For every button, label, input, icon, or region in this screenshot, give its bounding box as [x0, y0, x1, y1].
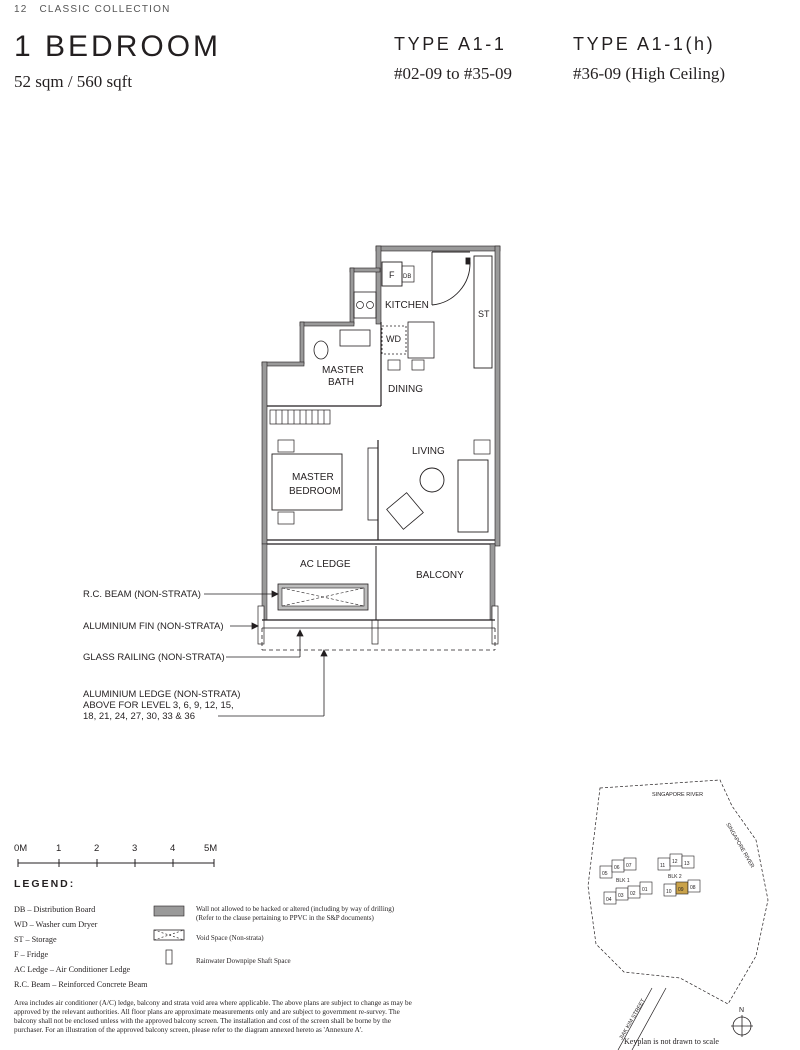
scale-label-5: 5M [204, 843, 218, 854]
north-arrow-icon [731, 1015, 753, 1037]
river-right-label: SINGAPORE RIVER [724, 822, 755, 870]
room-label-db: DB [403, 274, 412, 280]
page-number: 12 [14, 4, 28, 15]
callout-aluminium-ledge [83, 689, 240, 722]
unit-13: 13 [684, 861, 690, 867]
scale-bar [14, 843, 244, 873]
wardrobe [270, 410, 330, 424]
unit-06: 06 [614, 865, 620, 871]
scale-label-3: 3 [132, 843, 138, 854]
scale-label-2: 2 [94, 843, 100, 854]
legend-title: LEGEND: [14, 878, 76, 890]
kitchen-island [408, 322, 434, 358]
room-label-master-bedroom: MASTER [292, 472, 334, 483]
unit-04: 04 [606, 897, 612, 903]
kitchen-sink [354, 292, 376, 318]
room-label-dining: DINING [388, 384, 423, 395]
unit-05: 05 [602, 871, 608, 877]
keyplan [560, 760, 800, 1050]
legend-abbr-f: F – Fridge [14, 950, 49, 959]
legend-void-text: Void Space (Non-strata) [196, 934, 264, 942]
armchair [387, 493, 424, 530]
callout-aluminium-ledge-line1: ALUMINIUM LEDGE (NON-STRATA) [83, 689, 241, 700]
unit-07: 07 [626, 863, 632, 869]
type-a1-1-units: #02-09 to #35-09 [394, 64, 513, 83]
callout-aluminium-ledge-line2: ABOVE FOR LEVEL 3, 6, 9, 12, 15, [83, 700, 234, 711]
scale-label-4: 4 [170, 843, 176, 854]
room-label-master-bedroom-2: BEDROOM [289, 486, 341, 497]
unit-03: 03 [618, 893, 624, 899]
legend-abbr-st: ST – Storage [14, 935, 57, 944]
legend-rainwater-swatch [166, 950, 172, 964]
scale-label-1: 1 [56, 843, 62, 854]
callout-glass-railing: GLASS RAILING (NON-STRATA) [83, 652, 225, 663]
room-label-master-bath: MASTER [322, 365, 364, 376]
unit-01: 01 [642, 887, 648, 893]
toilet [314, 341, 328, 359]
callout-aluminium-ledge-line3: 18, 21, 24, 27, 30, 33 & 36 [83, 711, 195, 722]
legend-abbr-ac-ledge: AC Ledge – Air Conditioner Ledge [14, 965, 131, 974]
north-label: N [739, 1007, 745, 1014]
blk2-label: BLK 2 [668, 874, 682, 880]
type-a1-1-label: TYPE A1-1 [394, 34, 507, 54]
room-label-master-bath-2: BATH [328, 377, 354, 388]
room-label-kitchen: KITCHEN [385, 300, 429, 311]
unit-12: 12 [672, 859, 678, 865]
unit-10: 10 [666, 889, 672, 895]
street-label: JIAK KIM STREET [618, 998, 647, 1041]
scale-ruler [14, 857, 234, 869]
unit-08: 08 [690, 885, 696, 891]
river-top-label: SINGAPORE RIVER [652, 792, 704, 798]
legend-wall-text-2: (Refer to the clause pertaining to PPVC in the S&P documents) [196, 914, 374, 922]
room-label-wd: WD [386, 334, 401, 344]
type-a1-1h-units: #36-09 (High Ceiling) [573, 64, 726, 83]
living-table [420, 468, 444, 492]
blk1-label: BLK 1 [616, 878, 630, 884]
legend-wall-swatch [154, 906, 184, 916]
unit-02: 02 [630, 891, 636, 897]
legend-abbr-db: DB – Distribution Board [14, 905, 96, 914]
legend-wall-text [196, 905, 436, 923]
scale-label-0: 0M [14, 843, 28, 854]
legend-abbr-wd: WD – Washer cum Dryer [14, 920, 98, 929]
callout-aluminium-fin: ALUMINIUM FIN (NON-STRATA) [83, 621, 224, 632]
room-label-living: LIVING [412, 446, 445, 457]
unit-09: 09 [678, 887, 684, 893]
tv-console [368, 448, 378, 520]
legend-wall-text-1: Wall not allowed to be hacked or altered (including by way of drilling) [196, 905, 395, 913]
unit-area: 52 sqm / 560 sqft [14, 72, 133, 91]
room-label-st: ST [478, 309, 490, 319]
legend-rainwater-text: Rainwater Downpipe Shaft Space [196, 957, 291, 965]
legend-abbr-rc-beam: R.C. Beam – Reinforced Concrete Beam [14, 980, 148, 989]
room-label-balcony: BALCONY [416, 570, 464, 581]
entrance-door [432, 252, 470, 305]
disclaimer-text: Area includes air conditioner (A/C) ledge, balcony and strata void area where applicable. The above plans are subject to change as may be approved by the relevant authorities. All floor plans are approximate measurements only and are subject to government re-survey. The balcony shall not be enclosed unless with the approved balcony screen. The installation and cost of the screen shall be borne by the purchaser. For an illustration of the approved balcony screen, please refer to the diagram annexed hereto as 'Annexure A'. [14, 999, 412, 1034]
room-label-ac-ledge: AC LEDGE [300, 559, 351, 570]
sofa [458, 460, 488, 532]
bath-vanity [340, 330, 370, 346]
type-a1-1h-label: TYPE A1-1(h) [573, 34, 716, 54]
legend-symbols [150, 900, 190, 970]
callout-rc-beam: R.C. BEAM (NON-STRATA) [83, 589, 201, 600]
room-label-f: F [389, 270, 395, 280]
collection-name: CLASSIC COLLECTION [39, 4, 171, 15]
page-title: 1 BEDROOM [14, 30, 222, 63]
keyplan-note: Keyplan is not drawn to scale [624, 1037, 719, 1046]
unit-11: 11 [660, 863, 666, 869]
